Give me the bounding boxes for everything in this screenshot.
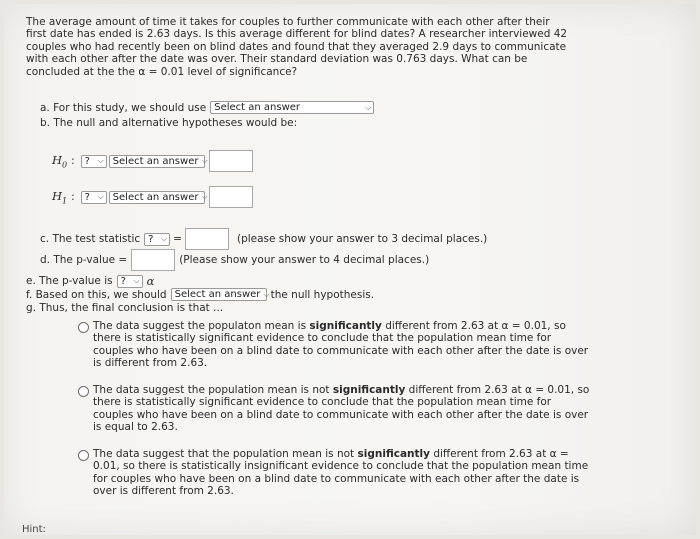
option-2-text: The data suggest the population mean is not significantly different from 2.63 at α = 0.01, so there is statistically significant evidence to conclude that the population mean time for couples who have been on a blind date to communicate with each other after the date is over is equal to 2.63. <box>93 384 590 434</box>
option-1-text: The data suggest the populaton mean is significantly different from 2.63 at α = 0.01, so there is statistically significant evidence to conclude that the population mean time for couples who have been on a blind date to communicate with each other after the date is over is different from 2.63. <box>93 320 589 370</box>
alpha-symbol: α <box>146 274 155 288</box>
p-value-compare-select[interactable] <box>117 275 143 288</box>
part-d-row <box>40 249 429 271</box>
question-intro: The average amount of time it takes for couples to further communicate with each other after their first date has ended is 2.63 days. Is this average different for blind dates? A researcher interviewed 42 couples who had recently been on blind dates and found that they averaged 2.9 days to communicate with each other after the date was over. Their standard deviation was 0.763 days. What can be concluded at the the α = 0.01 level of significance? <box>26 16 568 78</box>
h0-symbol: $H_0$ <box>52 152 68 170</box>
h0-row <box>52 150 253 172</box>
conclusion-option-1[interactable] <box>78 320 590 370</box>
h1-row <box>52 186 253 208</box>
chevron-down-icon: ⌵ <box>201 192 208 201</box>
part-b-row <box>40 117 297 129</box>
equals-sign: = <box>173 233 182 245</box>
h1-parameter-value: ? <box>84 191 90 203</box>
h1-value-input[interactable] <box>209 186 253 208</box>
h0-colon: : <box>71 155 75 167</box>
part-c-row <box>40 228 487 250</box>
chevron-down-icon: ⌵ <box>263 289 270 299</box>
part-g-label: g. Thus, the final conclusion is that ... <box>26 302 224 314</box>
chevron-down-icon: ⌵ <box>97 156 104 165</box>
chevron-down-icon: ⌵ <box>97 192 104 201</box>
chevron-down-icon: ⌵ <box>365 102 372 112</box>
test-type-select[interactable] <box>210 101 374 114</box>
conclusion-option-2[interactable] <box>78 384 590 434</box>
decision-select-value: Select an answer <box>174 289 261 300</box>
h1-symbol: $H_1$ <box>52 188 68 206</box>
chevron-down-icon: ⌵ <box>161 234 168 243</box>
part-a-row <box>40 101 374 114</box>
radio-icon[interactable] <box>78 322 89 333</box>
part-c-label: c. The test statistic <box>40 233 141 245</box>
part-b-label: b. The null and alternative hypotheses would be: <box>40 117 298 129</box>
part-c-note: (please show your answer to 3 decimal places.) <box>236 233 488 245</box>
option-3-text: The data suggest that the population mean is not significantly different from 2.63 at α = 0.01, so there is statistically insignificant evidence to conclude that the population mean time for couples who have been on a blind date to communicate with each other after the date is over is different from 2.63. <box>93 448 589 498</box>
test-statistic-select-value: ? <box>148 233 154 245</box>
h0-relation-value: Select an answer <box>112 155 199 167</box>
p-value-compare-value: ? <box>120 275 126 287</box>
h0-value-input[interactable] <box>209 150 253 172</box>
h1-parameter-select[interactable] <box>81 191 107 204</box>
h0-relation-select[interactable] <box>109 155 208 168</box>
test-statistic-input[interactable] <box>185 228 229 250</box>
part-f-suffix: the null hypothesis. <box>270 288 375 301</box>
part-a-label: a. For this study, we should use <box>40 101 207 114</box>
h0-parameter-value: ? <box>84 155 90 167</box>
test-type-select-value: Select an answer <box>214 102 301 113</box>
part-f-row <box>26 288 374 301</box>
conclusion-option-3[interactable] <box>78 448 590 498</box>
chevron-down-icon: ⌵ <box>201 156 208 165</box>
h1-colon: : <box>71 191 75 203</box>
part-e-label: e. The p-value is <box>26 275 113 287</box>
radio-icon[interactable] <box>78 450 89 461</box>
test-statistic-select[interactable] <box>144 233 170 246</box>
part-d-label: d. The p-value = <box>40 254 128 266</box>
part-e-row <box>26 274 154 288</box>
h1-relation-select[interactable] <box>109 191 208 204</box>
part-g-row <box>26 302 223 314</box>
h1-relation-value: Select an answer <box>112 191 199 203</box>
question-panel <box>4 4 696 535</box>
chevron-down-icon: ⌵ <box>133 276 140 285</box>
radio-icon[interactable] <box>78 386 89 397</box>
p-value-input[interactable] <box>131 249 175 271</box>
hint-link[interactable]: Hint: <box>22 524 46 535</box>
h0-parameter-select[interactable] <box>81 155 107 168</box>
part-d-note: (Please show your answer to 4 decimal places.) <box>179 254 430 266</box>
decision-select[interactable] <box>171 288 270 301</box>
part-f-label: f. Based on this, we should <box>26 288 167 301</box>
